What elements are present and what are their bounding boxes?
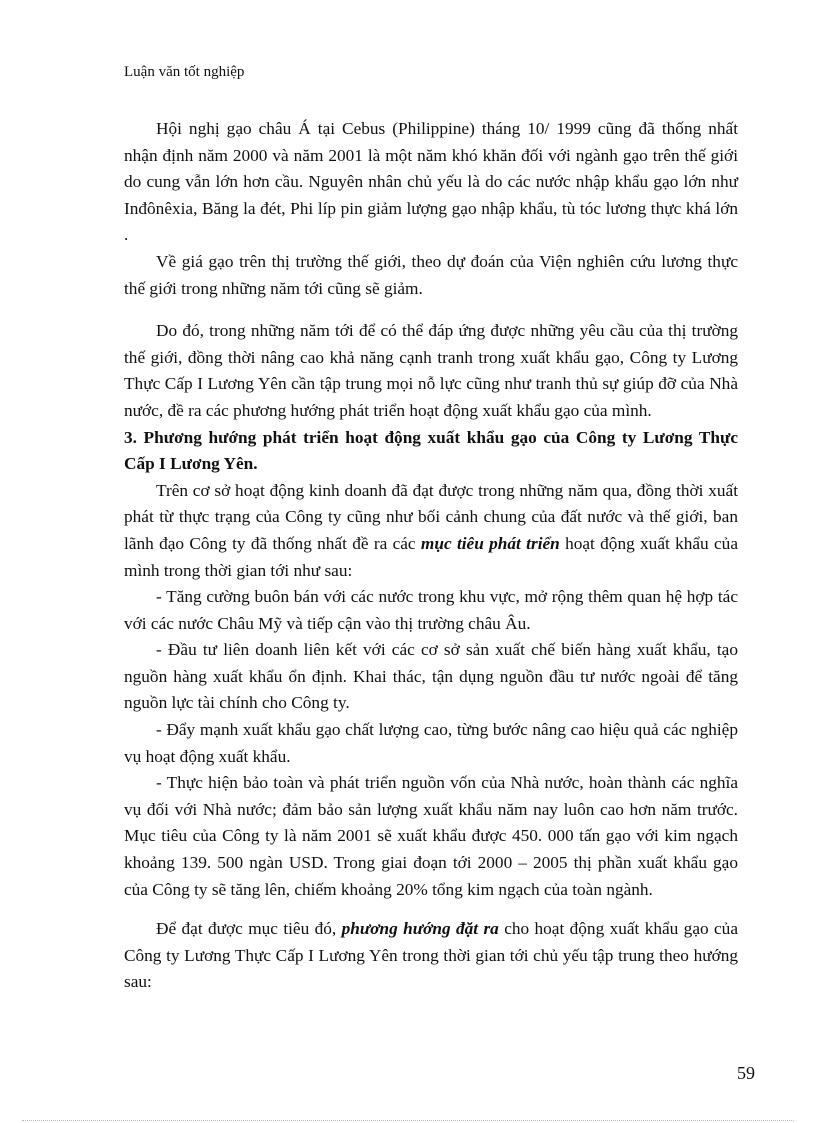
bullet-capital: - Thực hiện bảo toàn và phát triển nguồn vốn của Nhà nước, hoàn thành các nghĩa vụ đối với Nhà nước; đảm bảo sản lượng xuất khẩu năm nay luôn cao hơn năm trước. Mục tiêu của Công ty là năm 2001 sẽ xuất khẩu được 450. 000 tấn gạo với kim ngạch khoảng 139. 500 ngàn USD. Trong giai đoạn tới 2000 – 2005 thị phần xuất khẩu gạo của Công ty sẽ tăng lên, chiếm khoảng 20% tổng kim ngạch của toàn ngành. xyxy=(124,773,738,899)
paragraph-rice-conference: Hội nghị gạo châu Á tại Cebus (Philippine) tháng 10/ 1999 cũng đã thống nhất nhận định năm 2000 và năm 2001 là một năm khó khăn đối với ngành gạo trên thế giới do cung vẫn lớn hơn cầu. Nguyên nhân chủ yếu là do các nước nhập khẩu gạo lớn như Inđônêxia, Băng la đét, Phi líp pin giảm lượng gạo nhập khẩu, tù tóc lương thực khá lớn . xyxy=(124,119,738,245)
paragraph-direction xyxy=(124,916,738,996)
goals-emphasis: mục tiêu phát triển xyxy=(420,533,560,553)
paragraph-goals-intro xyxy=(124,478,738,584)
goals-intro-tail: hoạt động xuất khẩu của mình trong thời gian tới như sau: xyxy=(124,533,738,580)
bullet-quality: - Đẩy mạnh xuất khẩu gạo chất lượng cao, từng bước nâng cao hiệu quả các nghiệp vụ hoạt động xuất khẩu. xyxy=(124,720,738,766)
bullet-investment: - Đầu tư liên doanh liên kết với các cơ sở sản xuất chế biến hàng xuất khẩu, tạo nguồn hàng xuất khẩu ổn định. Khai thác, tận dụng nguồn đầu tư nước ngoài để tăng nguồn lực tài chính cho Công ty. xyxy=(124,640,738,713)
running-header: Luận văn tốt nghiệp xyxy=(124,64,245,80)
footer-divider xyxy=(22,1120,794,1121)
page-body xyxy=(124,116,738,996)
paragraph-therefore: Do đó, trong những năm tới để có thể đáp ứng được những yêu cầu của thị trường thế giới, đồng thời nâng cao khả năng cạnh tranh trong xuất khẩu gạo, Công ty Lương Thực Cấp I Lương Yên cần tập trung mọi nỗ lực cũng như tranh thủ sự giúp đỡ của Nhà nước, đề ra các phương hướng phát triển hoạt động xuất khẩu gạo của mình. xyxy=(124,321,738,420)
direction-emphasis: phương hướng đặt ra xyxy=(341,919,499,939)
direction-text: Để đạt được mục tiêu đó, xyxy=(156,919,342,939)
page-number: 59 xyxy=(737,1063,755,1083)
goals-intro-text: Trên cơ sở hoạt động kinh doanh đã đạt được trong những năm qua, đồng thời xuất phát từ thực trạng của Công ty cũng như bối cảnh chung của đất nước và thế giới, ban lãnh đạo Công ty đã thống nhất đề ra các xyxy=(124,480,738,553)
bullet-trade: - Tăng cường buôn bán với các nước trong khu vực, mở rộng thêm quan hệ hợp tác với các nước Châu Mỹ và tiếp cận vào thị trường châu Âu. xyxy=(124,587,738,633)
section-heading: 3. Phương hướng phát triển hoạt động xuất khẩu gạo của Công ty Lương Thực Cấp I Lương Yên. xyxy=(124,427,738,474)
paragraph-rice-price: Về giá gạo trên thị trường thế giới, theo dự đoán của Viện nghiên cứu lương thực thế giới trong những năm tới cũng sẽ giảm. xyxy=(124,251,738,298)
direction-tail: cho hoạt động xuất khẩu gạo của Công ty Lương Thực Cấp I Lương Yên trong thời gian tới chủ yếu tập trung theo hướng sau: xyxy=(124,919,738,992)
